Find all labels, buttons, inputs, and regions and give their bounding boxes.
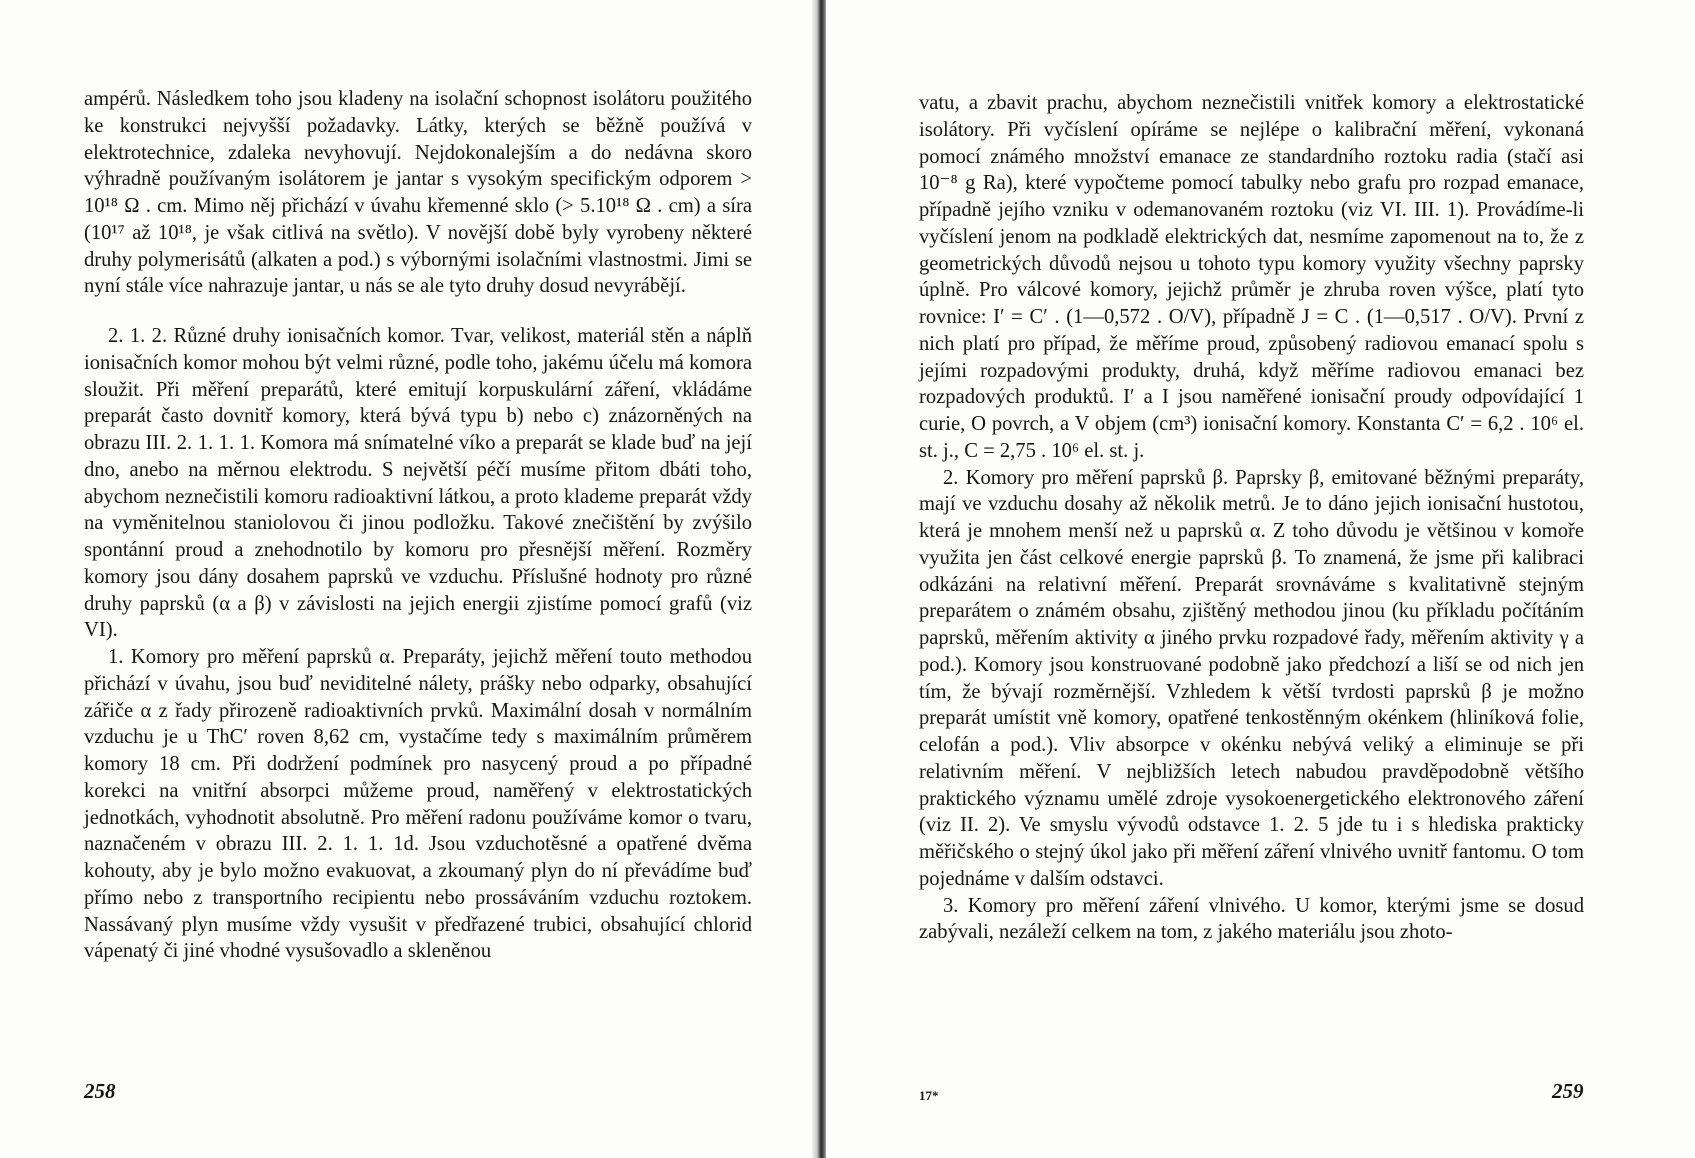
left-page	[0, 0, 818, 1158]
page-number: 258	[84, 1079, 116, 1103]
paragraph: ampérů. Následkem toho jsou kladeny na isolační schopnost isolátoru použitého ke konstrukci nejvyšší požadavky. Látky, kterých se běžně používá v elektrotechnice, zdaleka nevyhovují. Nejdokonalejším a do nedávna skoro výhradně používaným isolátorem je jantar s vysokým specifickým odporem > 10¹⁸ Ω . cm. Mimo něj přichází v úvahu křemenné sklo (> 5.10¹⁸ Ω . cm) a síra (10¹⁷ až 10¹⁸, je však citlivá na světlo). V novější době byly vyrobeny některé druhy polymerisátů (alkaten a pod.) s výbornými isolačními vlastnostmi. Jimi se nyní stále více nahrazuje jantar, u nás se ale tyto druhy dosud nevyrábějí.	[84, 88, 752, 298]
right-page	[826, 0, 1695, 1158]
right-page-text	[919, 90, 1584, 946]
paragraph: vatu, a zbavit prachu, abychom neznečistili vnitřek komory a elektrostatické isolátory. Při vyčíslení opíráme se nejlépe o kalibrační měření, vykonaná pomocí známého množství emanace ze standardního roztoku radia (stačí asi 10⁻⁸ g Ra), které vypočteme pomocí tabulky nebo grafu pro rozpad emanace, případně jejího vzniku v odemanovaném roztoku (viz VI. III. 1). Provádíme-li vyčíslení jenom na podkladě elektrických dat, nesmíme zapomenout na to, že z geometrických důvodů nejsou u tohoto typu komory využity všechny paprsky úplně. Pro válcové komory, jejichž průměr je zhruba roven výšce, platí tyto rovnice: I′ = C′ . (1—0,572 . O/V), případně J = C . (1—0,517 . O/V). První z nich platí pro případ, že měříme proud, způsobený radiovou emanací spolu s jejími rozpadovými produkty, druhá, když měříme radiovou emanaci bez rozpadových produktů. I′ a I jsou naměřené ionisační proudy odpovídající 1 curie, O povrch, a V objem (cm³) ionisační komory. Konstanta C′ = 6,2 . 10⁶ el. st. j., C = 2,75 . 10⁶ el. st. j.	[919, 92, 1584, 462]
paragraph: 1. Komory pro měření paprsků α. Preparáty, jejichž měření touto methodou přichází v úvahu, jsou buď neviditelné nálety, prášky nebo odparky, obsahující zářiče α z řady přirozeně radioaktivních prvků. Maximální dosah v normálním vzduchu je u ThC′ roven 8,62 cm, vystačíme tedy s maximálním průměrem komory 18 cm. Při dodržení podmínek pro nasycený proud a po případné korekci na vnitřní absorpci můžeme proud, naměřený v elektrostatických jednotkách, vyhodnotit absolutně. Pro měření radonu používáme komor o tvaru, naznačeném v obrazu III. 2. 1. 1. 1d. Jsou vzduchotěsné a opatřené dvěma kohouty, aby je bylo možno evakuovat, a zkoumaný plyn do ní převádíme buď přímo nebo z transportního recipientu nebo prossáváním vzduchu roztokem. Nassávaný plyn musíme vždy vysušit v předřazené trubici, obsahující chlorid vápenatý či jiné vhodné vysušovadlo a skleněnou	[84, 646, 752, 963]
signature-mark: 17*	[919, 1088, 939, 1103]
paragraph: 2. 1. 2. Různé druhy ionisačních komor. Tvar, velikost, materiál stěn a náplň ionisačních komor mohou být velmi různé, podle toho, jakému účelu má komora sloužit. Při měření preparátů, které emitují korpuskulární záření, vkládáme preparát často dovnitř komory, která bývá typu b) nebo c) znázorněných na obrazu III. 2. 1. 1. 1. Komora má snímatelné víko a preparát se klade buď na její dno, anebo na měrnou elektrodu. S největší péčí musíme přitom dbáti toho, abychom neznečistili komoru radioaktivní látkou, a proto klademe preparát vždy na vyměnitelnou staniolovou či jinou podložku. Takové znečištění by zvýšilo spontánní proud a znehodnotilo by komoru pro přesnější měření. Rozměry komory jsou dány dosahem paprsků ve vzduchu. Příslušné hodnoty pro různé druhy paprsků (α a β) v závislosti na jejich energii zjistíme pomocí grafů (viz VI).	[84, 325, 752, 642]
paragraph: 3. Komory pro měření záření vlnivého. U komor, kterými jsme se dosud zabývali, nezáleží celkem na tom, z jakého materiálu jsou zhoto-	[919, 894, 1584, 944]
page-number: 259	[1552, 1079, 1584, 1103]
left-page-text	[84, 86, 752, 965]
paragraph: 2. Komory pro měření paprsků β. Paprsky β, emitované běžnými preparáty, mají ve vzduchu dosahy až několik metrů. Je to dáno jejich ionisační hustotou, která je mnohem menší než u paprsků α. Z toho důvodu je většinou v komoře využita jen část celkové energie paprsků β. To znamená, že jsme při kalibraci odkázáni na relativní měření. Preparát srovnáváme s kvalitativně stejným preparátem o známém obsahu, zjištěný methodou jinou (ku příkladu počítáním paprsků, měřením aktivity α jiného prvku rozpadové řady, měřením aktivity γ a pod.). Komory jsou konstruované podobně jako předchozí a liší se od nich jen tím, že bývají rozměrnější. Vzhledem k větší tvrdosti paprsků β je možno preparát umístit vně komory, opatřené tenkostěnným okénkem (hliníková folie, celofán a pod.). Vliv absorpce v okénku nebývá veliký a eliminuje se při relativním měření. V nejbližších letech nabudou pravděpodobně většího praktického významu umělé zdroje vysokoenergetického elektronového záření (viz II. 2). Ve smyslu vývodů odstavce 1. 2. 5 jde tu i s hlediska prakticky měřičského o stejný úkol jako při měření záření vlnivého uvnitř fantomu. O tom pojednáme v dalším odstavci.	[919, 466, 1584, 890]
